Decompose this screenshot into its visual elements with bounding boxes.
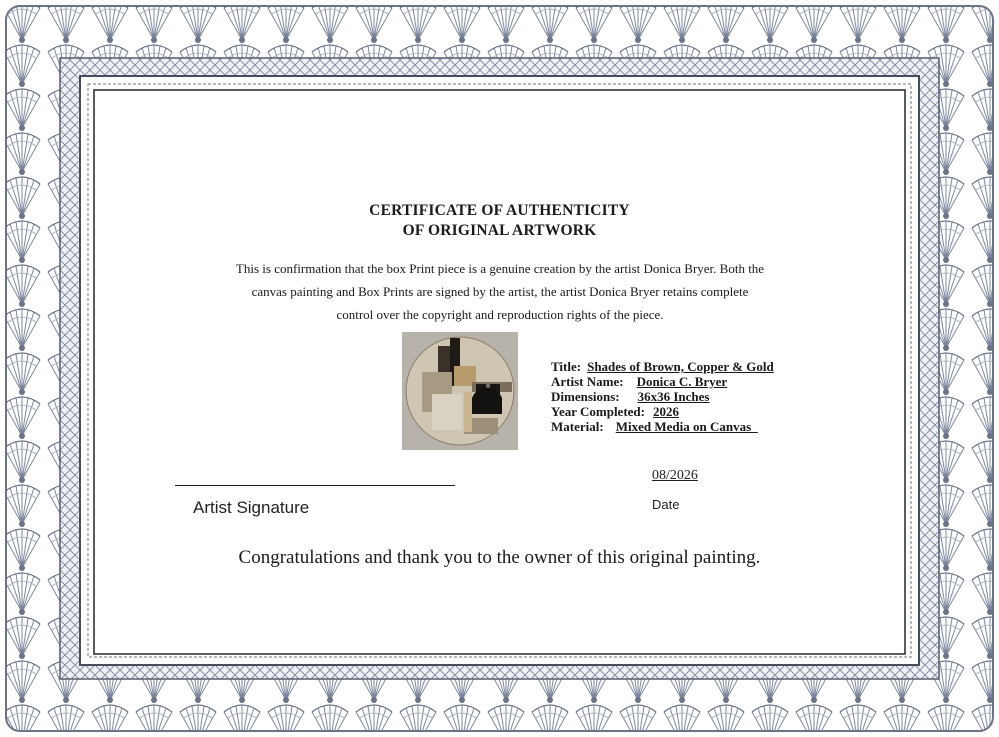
detail-value: Shades of Brown, Copper & Gold <box>587 359 774 374</box>
closing-message: Congratulations and thank you to the owner of this original painting. <box>238 547 761 568</box>
signature-line <box>175 485 455 486</box>
signature-label: Artist Signature <box>193 498 310 517</box>
detail-row-dimensions <box>551 389 774 404</box>
intro-line: canvas painting and Box Prints are signed by the artist, the artist Donica Bryer retains complete <box>251 284 749 299</box>
detail-row-material <box>551 419 774 434</box>
certificate-heading-line1: CERTIFICATE OF AUTHENTICITY <box>369 202 630 219</box>
detail-row-artist <box>551 374 774 389</box>
artwork-thumbnail <box>402 332 518 450</box>
detail-value: Donica C. Bryer <box>636 374 728 389</box>
detail-row-year <box>551 404 774 419</box>
detail-label: Title: <box>551 359 582 374</box>
detail-value: Mixed Media on Canvas_ <box>615 419 758 434</box>
detail-value: 2026 <box>653 404 679 419</box>
detail-row-title <box>551 359 774 374</box>
artwork-details <box>551 359 774 434</box>
detail-label: Material: <box>551 419 604 434</box>
detail-label: Dimensions: <box>551 389 620 404</box>
certificate-heading-line2: OF ORIGINAL ARTWORK <box>402 222 597 239</box>
date-value: 08/2026 <box>652 468 698 483</box>
intro-paragraph <box>190 257 810 326</box>
date-label: Date <box>652 497 680 512</box>
detail-value: 36x36 Inches <box>637 389 710 404</box>
intro-line: control over the copyright and reproduction rights of the piece. <box>336 307 664 322</box>
detail-label: Artist Name: <box>551 374 624 389</box>
intro-line: This is confirmation that the box Print piece is a genuine creation by the artist Donica Bryer. Both the <box>235 261 765 276</box>
detail-label: Year Completed: <box>551 404 645 419</box>
